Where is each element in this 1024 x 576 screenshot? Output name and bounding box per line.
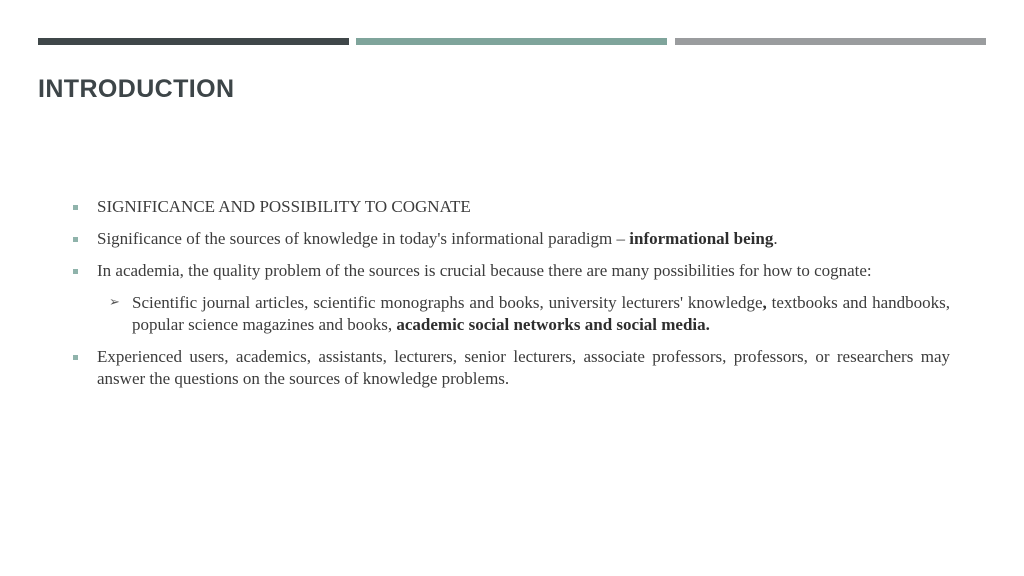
bullet-text: Significance of the sources of knowledge in today's informational paradigm – [97, 229, 630, 248]
bullet-bold-text: informational being [629, 229, 774, 248]
header-bar-teal [356, 38, 667, 45]
bullet-text: In academia, the quality problem of the sources is crucial because there are many possibilities for how to cognate: [97, 261, 872, 280]
slide-content [70, 196, 950, 400]
bullet-text: SIGNIFICANCE AND POSSIBILITY TO COGNATE [97, 197, 471, 216]
slide-title: INTRODUCTION [38, 75, 235, 103]
square-bullet-icon [73, 205, 78, 210]
bullet-item [70, 260, 950, 282]
bullet-item [70, 196, 950, 218]
sub-bullet-item [70, 292, 950, 336]
bullet-item [70, 346, 950, 390]
sub-bullet-text-2: textbooks and handbooks, popular science magazines and books, [132, 293, 950, 334]
square-bullet-icon [73, 269, 78, 274]
sub-bullet-text: Scientific journal articles, scientific monographs and books, university lecturers' knowledge [132, 293, 763, 312]
bullet-text: Experienced users, academics, assistants, lecturers, senior lecturers, associate professors, professors, or researchers may answer the questions on the sources of knowledge problems. [97, 347, 950, 388]
bullet-tail: . [773, 229, 778, 248]
header-bar-gray [675, 38, 986, 45]
header-bar-dark [38, 38, 349, 45]
sub-bullet-bold-text: academic social networks and social media. [396, 315, 710, 334]
square-bullet-icon [73, 237, 78, 242]
square-bullet-icon [73, 355, 78, 360]
sub-bullet-comma: , [762, 293, 767, 312]
arrow-bullet-icon: ➢ [109, 295, 120, 310]
bullet-item [70, 228, 950, 250]
